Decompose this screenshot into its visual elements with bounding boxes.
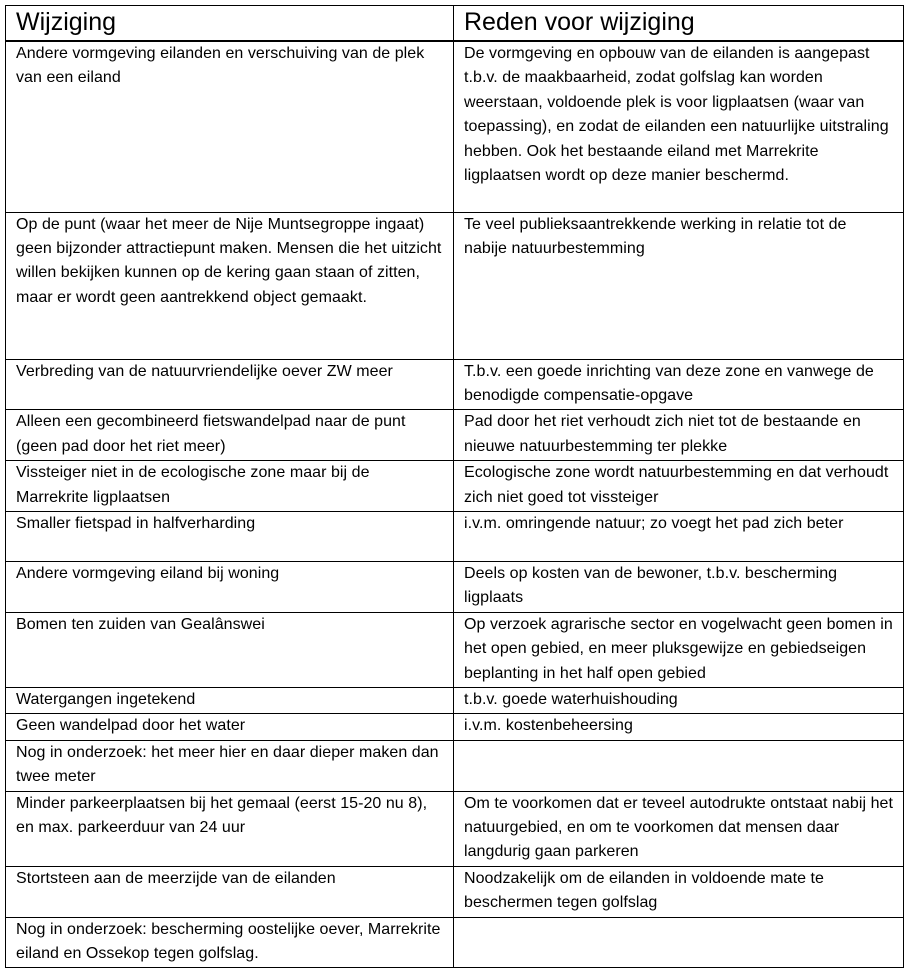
reason-text: Om te voorkomen dat er teveel autodrukte ontstaat nabij het natuurgebied, en om te voorkomen dat mensen daar langdurig gaan parkeren xyxy=(464,794,893,861)
table-row xyxy=(6,511,904,561)
reason-cell xyxy=(454,359,904,410)
reason-text: De vormgeving en opbouw van de eilanden is aangepast t.b.v. de maakbaarheid, zodat golfslag kan worden weerstaan, voldoende plek is voor ligplaatsen (waar van toepassing), en zodat de eilanden een natuurlijke uitstraling hebben. Ook het bestaande eiland met Marrekrite ligplaatsen wordt op deze manier beschermd. xyxy=(464,45,889,185)
change-text: Minder parkeerplaatsen bij het gemaal (eerst 15-20 nu 8), en max. parkeerduur van 24 uur xyxy=(16,794,428,836)
reason-cell xyxy=(454,612,904,687)
document-page xyxy=(5,5,903,968)
reason-cell xyxy=(454,41,904,212)
change-text: Vissteiger niet in de ecologische zone maar bij de Marrekrite ligplaatsen xyxy=(16,464,370,506)
table-row xyxy=(6,917,904,968)
change-text: Alleen een gecombineerd fietswandelpad naar de punt (geen pad door het riet meer) xyxy=(16,413,406,455)
change-cell xyxy=(6,410,454,461)
reason-text: T.b.v. een goede inrichting van deze zone en vanwege de benodigde compensatie-opgave xyxy=(464,362,874,404)
change-cell xyxy=(6,511,454,561)
change-text: Nog in onderzoek: bescherming oostelijke oever, Marrekrite eiland en Ossekop tegen golfslag. xyxy=(16,920,441,963)
table-row xyxy=(6,866,904,917)
change-text: Smaller fietspad in halfverharding xyxy=(16,514,256,532)
change-cell xyxy=(6,866,454,917)
reason-text: t.b.v. goede waterhuishouding xyxy=(464,690,678,708)
reason-text: Pad door het riet verhoudt zich niet tot de bestaande en nieuwe natuurbestemming ter plekke xyxy=(464,413,861,455)
reason-text: Te veel publieksaantrekkende werking in relatie tot de nabije natuurbestemming xyxy=(464,215,847,257)
reason-cell xyxy=(454,687,904,713)
reason-text: Op verzoek agrarische sector en vogelwacht geen bomen in het open gebied, en meer pluksgewijze en gebiedseigen beplanting in het half open gebied xyxy=(464,615,893,682)
reason-cell xyxy=(454,511,904,561)
reason-text: Ecologische zone wordt natuurbestemming en dat verhoudt zich niet goed tot vissteiger xyxy=(464,464,889,506)
header-reason: Reden voor wijziging xyxy=(454,6,904,42)
change-text: Verbreding van de natuurvriendelijke oever ZW meer xyxy=(16,362,393,380)
change-text: Andere vormgeving eiland bij woning xyxy=(16,564,280,582)
change-text: Watergangen ingetekend xyxy=(16,690,196,708)
change-text: Op de punt (waar het meer de Nije Muntsegroppe ingaat) geen bijzonder attractiepunt maken. Mensen die het uitzicht willen bekijken kunnen op de kering gaan staan of zitten, maar er wordt geen aantrekkend object gemaakt. xyxy=(16,215,442,306)
table-row xyxy=(6,461,904,512)
change-cell xyxy=(6,917,454,968)
change-cell xyxy=(6,740,454,791)
change-cell xyxy=(6,561,454,612)
reason-cell xyxy=(454,212,904,359)
table-row xyxy=(6,714,904,740)
table-row xyxy=(6,359,904,410)
change-cell xyxy=(6,41,454,212)
change-cell xyxy=(6,212,454,359)
table-header-row xyxy=(6,6,904,42)
change-text: Andere vormgeving eilanden en verschuiving van de plek van een eiland xyxy=(16,45,425,87)
change-text: Bomen ten zuiden van Gealânswei xyxy=(16,615,265,633)
reason-text: Noodzakelijk om de eilanden in voldoende mate te beschermen tegen golfslag xyxy=(464,869,824,912)
table-row xyxy=(6,212,904,359)
change-cell xyxy=(6,612,454,687)
change-cell xyxy=(6,791,454,866)
reason-text: i.v.m. omringende natuur; zo voegt het pad zich beter xyxy=(464,514,844,532)
table-row xyxy=(6,561,904,612)
reason-cell xyxy=(454,740,904,791)
table-row xyxy=(6,791,904,866)
table-row xyxy=(6,41,904,212)
reason-cell xyxy=(454,561,904,612)
change-cell xyxy=(6,687,454,713)
changes-table xyxy=(5,5,904,968)
reason-cell xyxy=(454,917,904,968)
change-text: Geen wandelpad door het water xyxy=(16,717,246,735)
header-change: Wijziging xyxy=(6,6,454,42)
reason-cell xyxy=(454,410,904,461)
reason-cell xyxy=(454,461,904,512)
reason-cell xyxy=(454,714,904,740)
change-cell xyxy=(6,714,454,740)
table-row xyxy=(6,410,904,461)
change-text: Stortsteen aan de meerzijde van de eilanden xyxy=(16,869,336,887)
table-row xyxy=(6,612,904,687)
table-row xyxy=(6,687,904,713)
reason-text: i.v.m. kostenbeheersing xyxy=(464,717,633,735)
change-text: Nog in onderzoek: het meer hier en daar dieper maken dan twee meter xyxy=(16,743,439,786)
reason-cell xyxy=(454,866,904,917)
reason-cell xyxy=(454,791,904,866)
change-cell xyxy=(6,461,454,512)
reason-text: Deels op kosten van de bewoner, t.b.v. bescherming ligplaats xyxy=(464,564,838,607)
table-row xyxy=(6,740,904,791)
change-cell xyxy=(6,359,454,410)
